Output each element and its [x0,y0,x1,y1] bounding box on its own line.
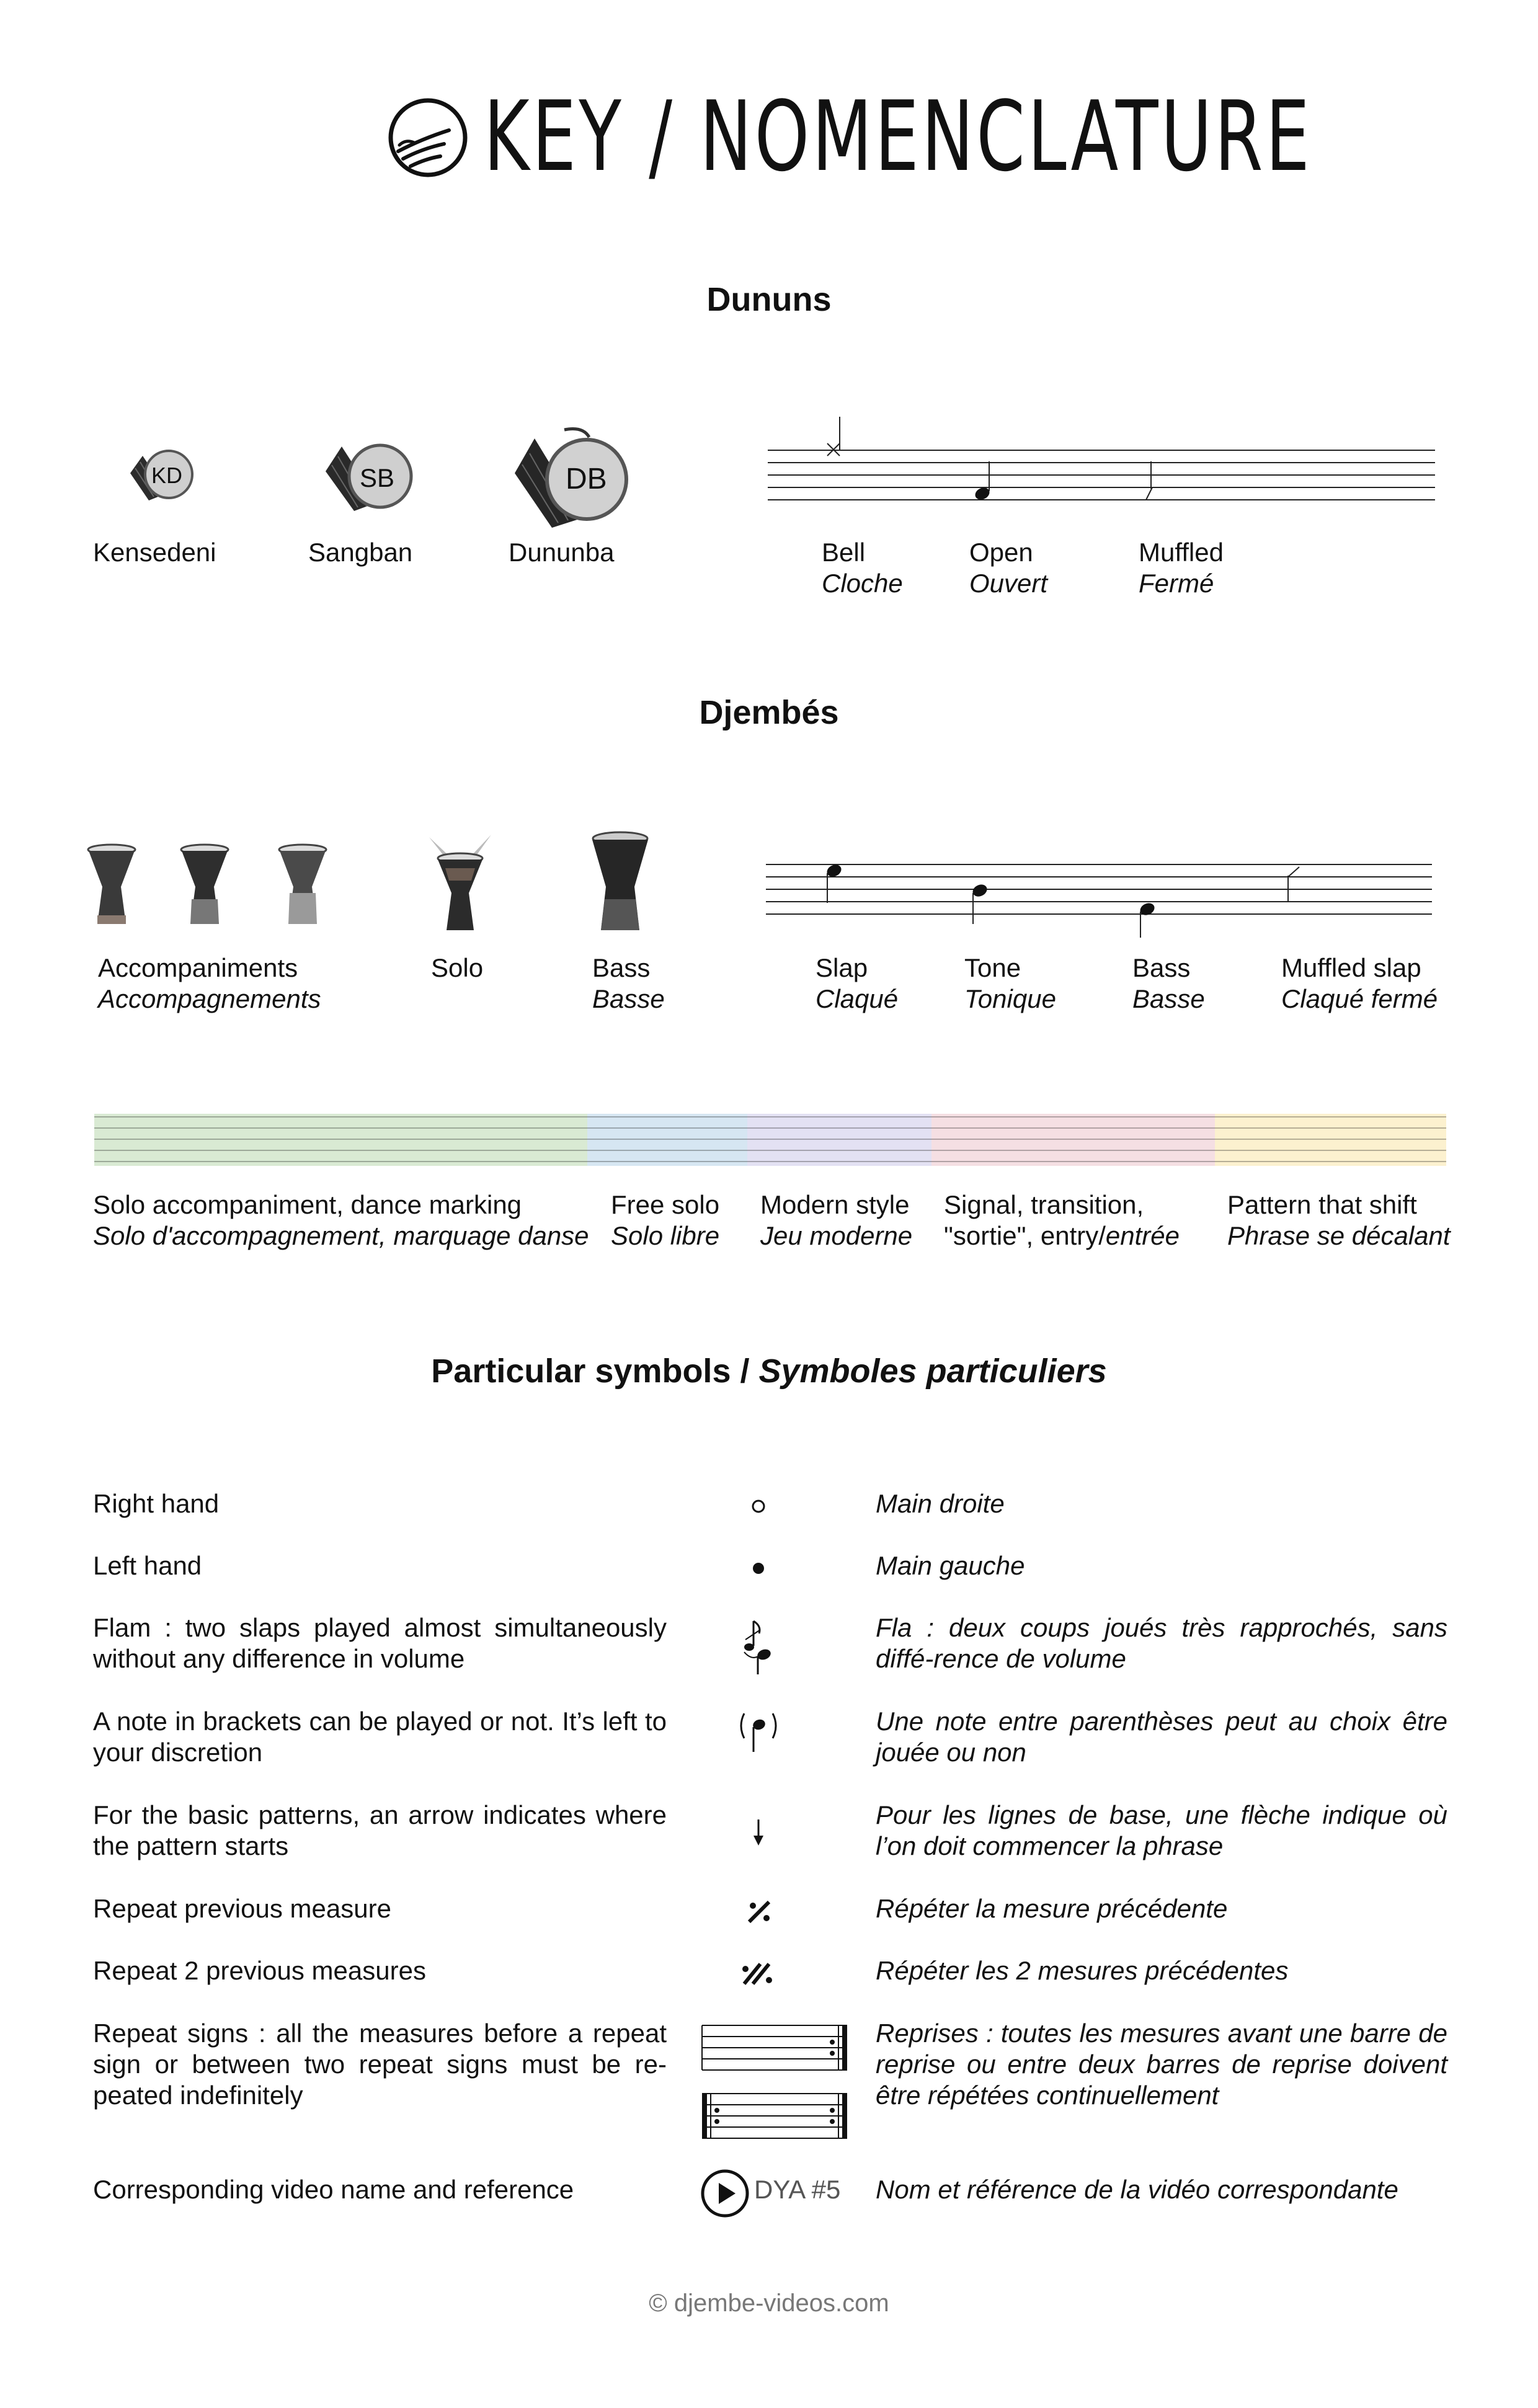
color-band-strip [94,1114,1446,1166]
solo-label: Solo [431,953,484,982]
muffled-slap-label-fr: Claqué fermé [1281,984,1438,1013]
muffled-label: Muffled [1139,538,1224,567]
pattern-shift-label-fr: Phrase se décalant [1227,1221,1451,1250]
slap-note-icon [825,863,843,903]
repeat-signs-icon [701,2023,850,2147]
open-circle-icon [749,1497,768,1516]
hand-circle-logo-icon [384,94,471,181]
repeat-two-measures-icon [739,1960,780,1988]
signal-label-fr-italic: entrée [1105,1221,1180,1250]
symbol-fr: Pour les lignes de base, une flèche indique où l’on doit commencer la phrase [876,1800,1447,1860]
symbol-en: A note in brackets can be played or not. It’s left to your discretion [93,1707,667,1767]
bass-label: Bass [592,953,651,982]
djembe-staff [766,837,1442,943]
symbol-fr: Main droite [876,1489,1005,1518]
symbol-fr: Répéter la mesure précédente [876,1894,1228,1923]
modern-style-label-fr: Jeu moderne [760,1221,913,1250]
sangban-badge: SB [360,463,395,492]
djembe-bass-label-fr: Basse [1132,984,1205,1013]
symbols-heading [0,1352,1538,1390]
band-staff-lines [94,1114,1446,1166]
sangban-label: Sangban [308,538,413,567]
symbol-fr: Répéter les 2 mesures précédentes [876,1956,1289,1985]
free-solo-label: Free solo [611,1190,720,1219]
slap-label-fr: Claqué [816,984,899,1013]
symbol-fr: Main gauche [876,1551,1025,1580]
repeat-measure-icon [744,1898,775,1926]
dununba-label: Dununba [509,538,615,567]
page-title: KEY / NOMENCLATURE [484,80,1313,193]
symbols-heading-en: Particular symbols / [431,1353,759,1390]
symbol-en: Repeat 2 previous measures [93,1956,426,1985]
open-dunun-note-icon [973,461,991,502]
footer-copyright: © djembe-videos.com [649,2290,889,2317]
symbol-en: Left hand [93,1551,202,1580]
solo-accompaniment-label-fr: Solo d'accompagnement, marquage danse [93,1221,589,1250]
pattern-shift-label: Pattern that shift [1227,1190,1417,1219]
kensedeni-label: Kensedeni [93,538,216,567]
solo-accompaniment-label: Solo accompaniment, dance marking [93,1190,522,1219]
symbol-en: Right hand [93,1489,220,1518]
kensedeni-badge: KD [151,463,183,488]
symbol-fr: Fla : deux coups joués très rapprochés, sans diffé-rence de volume [876,1613,1447,1673]
symbol-fr: Une note entre parenthèses peut au choix être jouée ou non [876,1707,1447,1767]
tone-label: Tone [964,953,1021,982]
free-solo-label-fr: Solo libre [611,1221,720,1250]
bracketed-note-icon [737,1706,780,1756]
djembes-heading: Djembés [699,694,839,731]
slap-label: Slap [816,953,868,982]
muffled-label-fr: Fermé [1139,569,1214,598]
filled-dot-icon [749,1559,768,1578]
accompaniment-djembe-icon [275,843,331,930]
accompaniments-label-fr: Accompagnements [98,984,321,1013]
bass-label-fr: Basse [592,984,665,1013]
muffled-slap-note-icon [1288,867,1299,902]
page-header [372,80,1313,193]
dununba-badge: DB [566,463,607,495]
dununs-heading: Dununs [706,281,832,318]
tone-note-icon [971,882,989,924]
muffled-dunun-note-icon [1146,461,1152,500]
muffled-slap-label: Muffled slap [1281,953,1421,982]
accompaniments-label: Accompaniments [98,953,298,982]
accompaniment-djembe-icon [84,843,140,930]
bell-label: Bell [822,538,866,567]
bass-note-icon [1138,901,1156,938]
play-circle-icon[interactable] [700,2168,750,2219]
symbol-en: For the basic patterns, an arrow indicates where the pattern starts [93,1800,667,1860]
signal-label: Signal, transition, [944,1190,1144,1219]
open-label: Open [969,538,1033,567]
bell-label-fr: Cloche [822,569,903,598]
flam-note-icon [737,1615,780,1677]
dunun-staff [768,409,1438,533]
video-reference-badge: DYA #5 [754,2175,841,2204]
djembe-bass-label: Bass [1132,953,1191,982]
open-label-fr: Ouvert [969,569,1048,598]
symbol-fr: Reprises : toutes les mesures avant une barre de reprise ou entre deux barres de reprise doivent être répétées continuellement [876,2019,1447,2110]
bass-djembe-icon [586,831,654,936]
symbol-en: Flam : two slaps played almost simultaneously without any difference in volume [93,1613,667,1673]
signal-label-fr [944,1220,1180,1251]
down-arrow-icon [749,1817,768,1848]
signal-label-prefix: "sortie", entry/ [944,1221,1106,1250]
symbols-heading-fr: Symboles particuliers [758,1353,1107,1390]
accompaniment-djembe-icon [177,843,233,930]
solo-djembe-icon [417,831,504,936]
modern-style-label: Modern style [760,1190,910,1219]
tone-label-fr: Tonique [964,984,1056,1013]
symbol-en: Corresponding video name and reference [93,2175,574,2204]
symbol-en: Repeat previous measure [93,1894,391,1923]
symbol-en: Repeat signs : all the measures before a repeat sign or between two repeat signs must be re-peated indefinitely [93,2019,667,2110]
symbol-fr: Nom et référence de la vidéo correspondante [876,2175,1398,2204]
